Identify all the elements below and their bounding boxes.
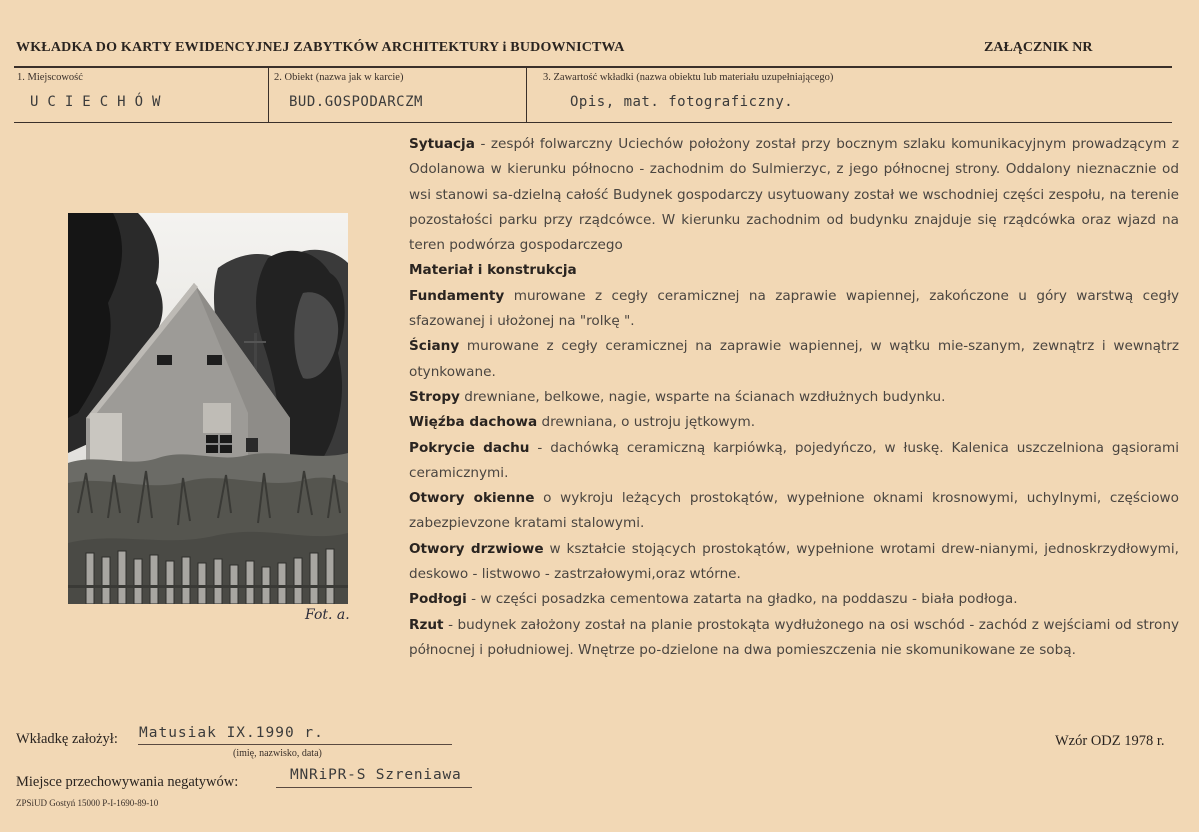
negatives-value: MNRiPR-S Szreniawa xyxy=(290,767,462,783)
section-text: w kształcie stojących prostokątów, wypełnione wrotami drew-nianymi, jednoskrzydłowymi, deskowo - listwowo - zastrzałowymi,oraz wtórne. xyxy=(409,540,1179,583)
header-rule xyxy=(14,66,1172,68)
object-label: 2. Obiekt (nazwa jak w karcie) xyxy=(274,72,404,83)
section-plan xyxy=(409,613,1179,664)
contents-label: 3. Zawartość wkładki (nazwa obiektu lub materiału uzupełniającego) xyxy=(543,72,834,83)
photo-caption: Fot. a. xyxy=(305,607,350,623)
contents-value: Opis, mat. fotograficzny. xyxy=(570,94,794,110)
section-heading: Stropy xyxy=(409,388,460,405)
building-photo xyxy=(68,213,348,604)
author-value: Matusiak IX.1990 r. xyxy=(139,725,324,741)
section-heading: Otwory drzwiowe xyxy=(409,540,544,557)
section-heading: Więźba dachowa xyxy=(409,414,538,431)
negatives-line xyxy=(276,787,472,788)
section-text: murowane z cegły ceramicznej na zaprawie wapiennej, w wątku mie-szanym, zewnątrz i wewnątrz otynkowane. xyxy=(409,338,1179,380)
form-id: Wzór ODZ 1978 r. xyxy=(1055,733,1165,749)
negatives-label: Miejsce przechowywania negatywów: xyxy=(16,774,239,790)
fields-rule xyxy=(14,122,1172,123)
author-line xyxy=(138,744,452,745)
section-ceilings xyxy=(409,385,1179,410)
section-situation xyxy=(409,132,1179,258)
section-text: drewniana, o ustroju jętkowym. xyxy=(537,414,756,431)
object-value: BUD.GOSPODARCZM xyxy=(289,94,423,110)
section-text: - zespół folwarczny Uciechów położony został przy bocznym szlaku komunikacyjnym prowadzącym z Odolanowa w kierunku północno - zachodnim do Sulmierzyc, z jego północnej strony. Oddalony nieznacznie od wsi stanowi sa-dzielną całość Budynek gospodarczy usytuowany został we wschodniej części zespołu, na terenie pozostałości parku przy rządcówce. W kierunku zachodnim od budynku znajduje się rządcówka oraz wjazd na teren podwórza gospodarczego xyxy=(409,136,1179,254)
printer-imprint: ZPSiUD Gostyń 15000 P-I-1690-89-10 xyxy=(16,798,159,808)
section-walls xyxy=(409,334,1179,385)
section-foundations xyxy=(409,284,1179,335)
section-text: - dachówką ceramiczną karpiówką, pojedyńczo, w łuskę. Kalenica uszczelniona gąsiorami ceramicznymi. xyxy=(409,439,1179,481)
card-title: WKŁADKA DO KARTY EWIDENCYJNEJ ZABYTKÓW ARCHITEKTURY i BUDOWNICTWA xyxy=(16,40,625,55)
place-value: UCIECHÓW xyxy=(30,94,170,110)
section-text: drewniane, belkowe, nagie, wsparte na ścianach wzdłużnych budynku. xyxy=(459,388,946,405)
section-roofing xyxy=(409,436,1179,487)
section-heading: Ściany xyxy=(409,338,460,355)
section-roof-truss xyxy=(409,410,1179,435)
place-label: 1. Miejscowość xyxy=(17,72,83,83)
field-divider-1 xyxy=(268,68,269,122)
author-label: Wkładkę założył: xyxy=(16,731,118,747)
section-text: - budynek założony został na planie prostokąta wydłużonego na osi wschód - zachód z wejściami od strony północnej i południowej. Wnętrze po-dzielone na dwa pomieszczenia nie skomunikowane ze sobą. xyxy=(409,616,1179,658)
section-heading: Materiał i konstrukcja xyxy=(409,262,577,279)
section-text: o wykroju leżących prostokątów, wypełnione oknami krosnowymi, uchylnymi, częściowo zabezpievzone kratami stalowymi. xyxy=(409,490,1179,532)
section-heading: Sytuacja xyxy=(409,136,475,152)
section-heading: Pokrycie dachu xyxy=(409,439,530,456)
field-divider-2 xyxy=(526,68,527,122)
section-floors xyxy=(409,587,1179,612)
section-windows xyxy=(409,486,1179,537)
section-doors xyxy=(409,537,1179,588)
annex-label: ZAŁĄCZNIK NR xyxy=(984,40,1093,55)
description-text xyxy=(409,132,1179,663)
section-material xyxy=(409,258,1179,283)
section-heading: Fundamenty xyxy=(409,287,505,304)
section-text: murowane z cegły ceramicznej na zaprawie wapiennej, zakończone u góry warstwą cegły sfazowanej i ułożonej na "rolkę ". xyxy=(409,287,1179,330)
building-photo-image xyxy=(68,213,348,604)
section-text: - w części posadzka cementowa zatarta na gładko, na poddaszu - biała podłoga. xyxy=(466,591,1018,608)
section-heading: Otwory okienne xyxy=(409,490,535,507)
section-heading: Podłogi xyxy=(409,591,467,608)
section-heading: Rzut xyxy=(409,616,444,633)
author-hint: (imię, nazwisko, data) xyxy=(233,748,322,759)
